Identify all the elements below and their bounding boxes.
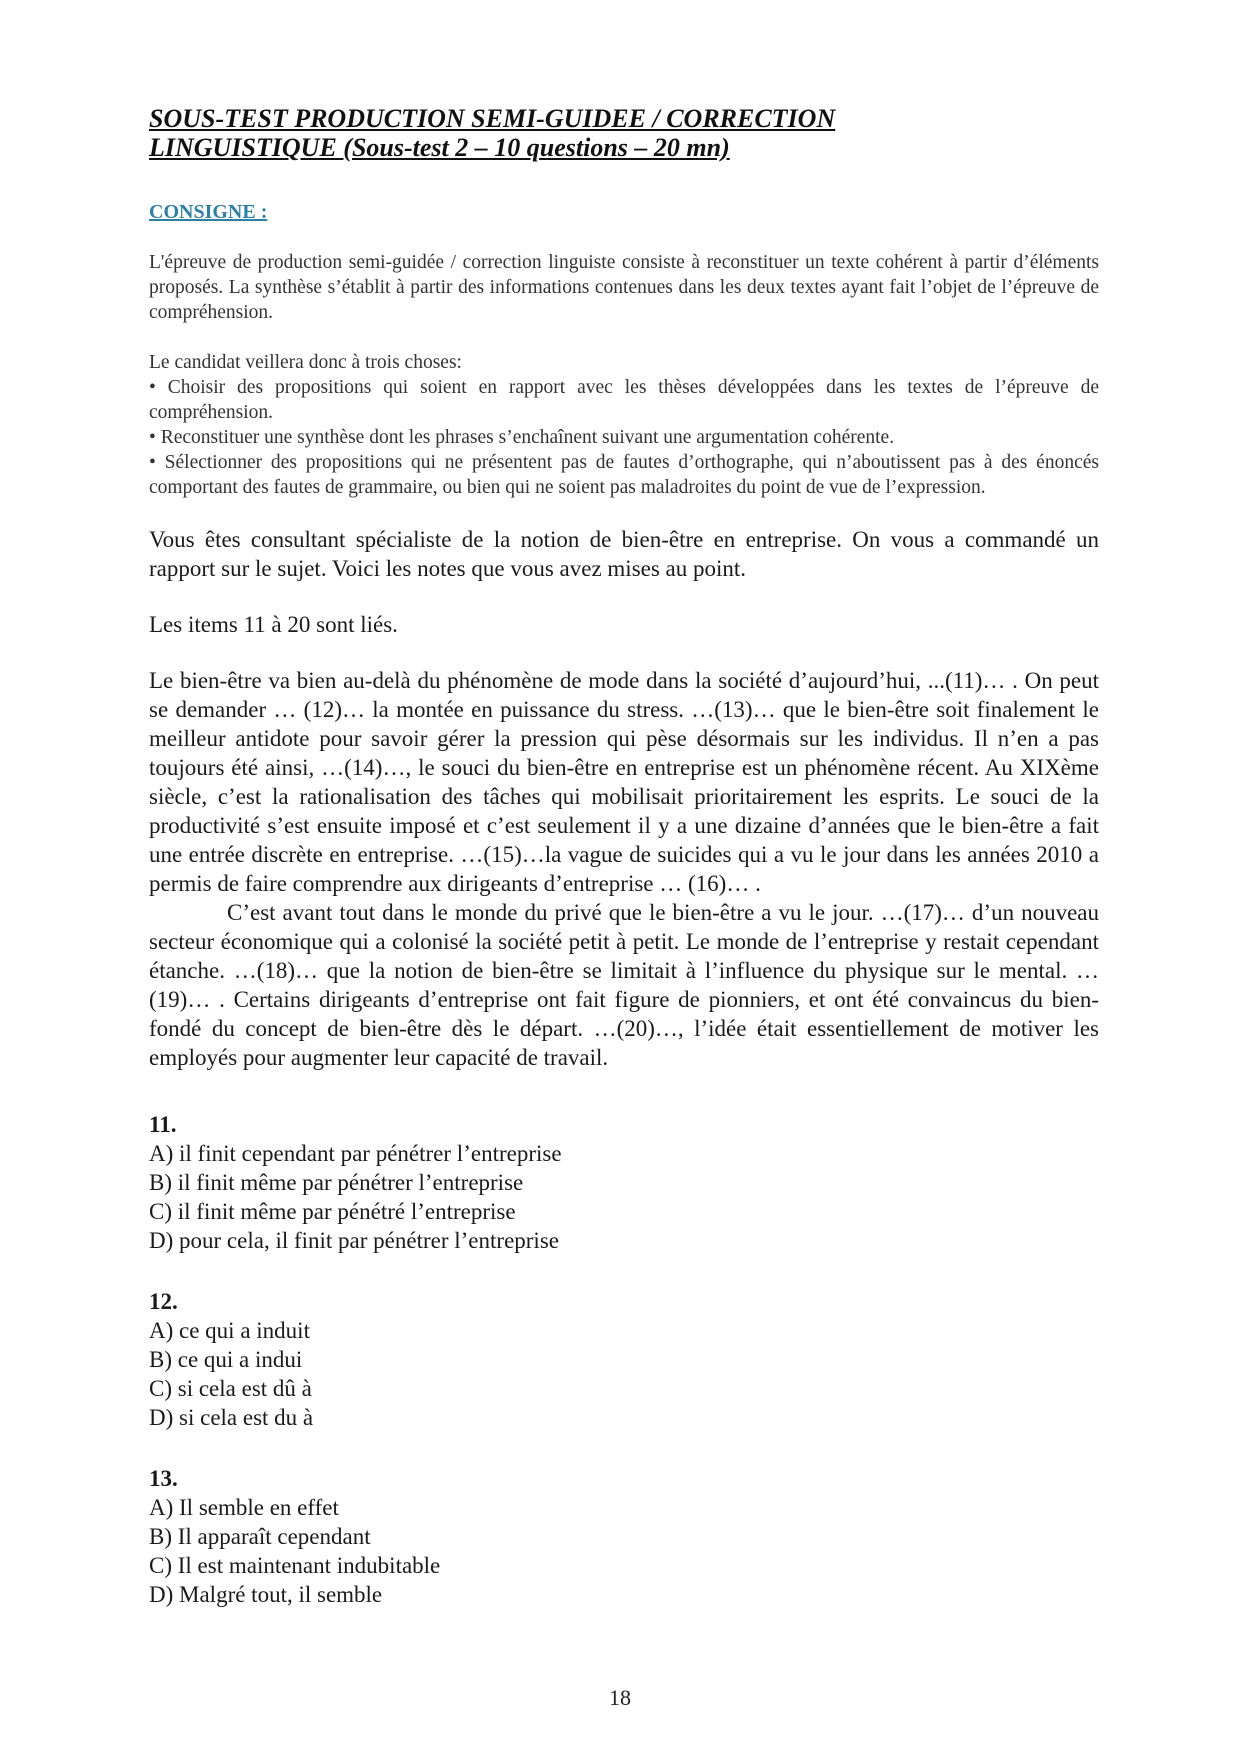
title-line-1: SOUS-TEST PRODUCTION SEMI-GUIDEE / CORRECTION (149, 104, 836, 133)
answer-option[interactable]: A) Il semble en effet (149, 1495, 339, 1520)
answer-option[interactable]: A) il finit cependant par pénétrer l’entreprise (149, 1141, 562, 1166)
answer-option[interactable]: B) il finit même par pénétrer l’entreprise (149, 1170, 524, 1195)
question-13 (149, 1464, 1099, 1609)
question-number: 11. (149, 1112, 177, 1137)
consigne-bullet: • Choisir des propositions qui soient en rapport avec les thèses développées dans les textes de l’épreuve de compréhension. (149, 377, 1099, 423)
answer-option[interactable]: D) si cela est du à (149, 1405, 314, 1430)
question-11 (149, 1110, 1099, 1255)
answer-option[interactable]: C) Il est maintenant indubitable (149, 1553, 441, 1578)
answer-option[interactable]: C) si cela est dû à (149, 1376, 312, 1401)
page-number: 18 (609, 1685, 631, 1710)
consigne-criteria (149, 350, 1099, 500)
page-title (149, 104, 1099, 162)
question-12 (149, 1287, 1099, 1432)
question-number: 13. (149, 1466, 178, 1491)
answer-option[interactable]: D) Malgré tout, il semble (149, 1582, 383, 1607)
page-content (149, 104, 1099, 1609)
question-number: 12. (149, 1289, 178, 1314)
gap-text-paragraph-1: Le bien-être va bien au-delà du phénomène de mode dans la société d’aujourd’hui, ...(11)… . On peut se demander … (12)… la montée en puissance du stress. …(13)… que le bien-être soit finalement le meilleur antidote pour savoir gérer la pression qui pèse désormais sur les individus. Il n’en a pas toujours été ainsi, …(14)…, le souci du bien-être en entreprise est un phénomène récent. Au XIXème siècle, c’est la rationalisation des tâches qui mobilisait prioritairement les esprits. Le souci de la productivité s’est ensuite imposé et c’est seulement il y a une dizaine d’années que le bien-être a fait une entrée discrète en entreprise. …(15)…la vague de suicides qui a vu le jour dans les années 2010 a permis de faire comprendre aux dirigeants d’entreprise … (16)… . (149, 668, 1099, 896)
consigne-heading: CONSIGNE : (149, 201, 268, 223)
consigne-bullet: • Sélectionner des propositions qui ne présentent pas de fautes d’orthographe, qui n’aboutissent pas à des énoncés comportant des fautes de grammaire, ou bien qui ne soient pas maladroites du point de vue de l’expression. (149, 452, 1099, 498)
intro-paragraph: Vous êtes consultant spécialiste de la notion de bien-être en entreprise. On vous a commandé un rapport sur le sujet. Voici les notes que vous avez mises au point. (149, 527, 1099, 581)
consigne-lead: Le candidat veillera donc à trois choses: (149, 352, 462, 373)
answer-option[interactable]: B) Il apparaît cependant (149, 1524, 371, 1549)
items-note: Les items 11 à 20 sont liés. (149, 612, 398, 637)
answer-option[interactable]: A) ce qui a induit (149, 1318, 310, 1343)
gap-text (149, 666, 1099, 1072)
gap-text-paragraph-2: C’est avant tout dans le monde du privé que le bien-être a vu le jour. …(17)… d’un nouveau secteur économique qui a colonisé la société petit à petit. Le monde de l’entreprise y restait cependant étanche. …(18)… que la notion de bien-être se limitait à l’influence du physique sur le mental. …(19)… . Certains dirigeants d’entreprise ont fait figure de pionniers, et ont été convaincus du bien-fondé du concept de bien-être dès le départ. …(20)…, l’idée était essentiellement de motiver les employés pour augmenter leur capacité de travail. (149, 900, 1099, 1070)
title-line-2: LINGUISTIQUE (Sous-test 2 – 10 questions – 20 mn) (149, 133, 730, 162)
consigne-paragraph: L'épreuve de production semi-guidée / correction linguiste consiste à reconstituer un texte cohérent à partir d’éléments proposés. La synthèse s’établit à partir des informations contenues dans les deux textes ayant fait l’objet de l’épreuve de compréhension. (149, 252, 1099, 323)
answer-option[interactable]: C) il finit même par pénétré l’entreprise (149, 1199, 516, 1224)
consigne-bullet: • Reconstituer une synthèse dont les phrases s’enchaînent suivant une argumentation cohérente. (149, 427, 895, 448)
answer-option[interactable]: B) ce qui a indui (149, 1347, 303, 1372)
answer-option[interactable]: D) pour cela, il finit par pénétrer l’entreprise (149, 1228, 559, 1253)
